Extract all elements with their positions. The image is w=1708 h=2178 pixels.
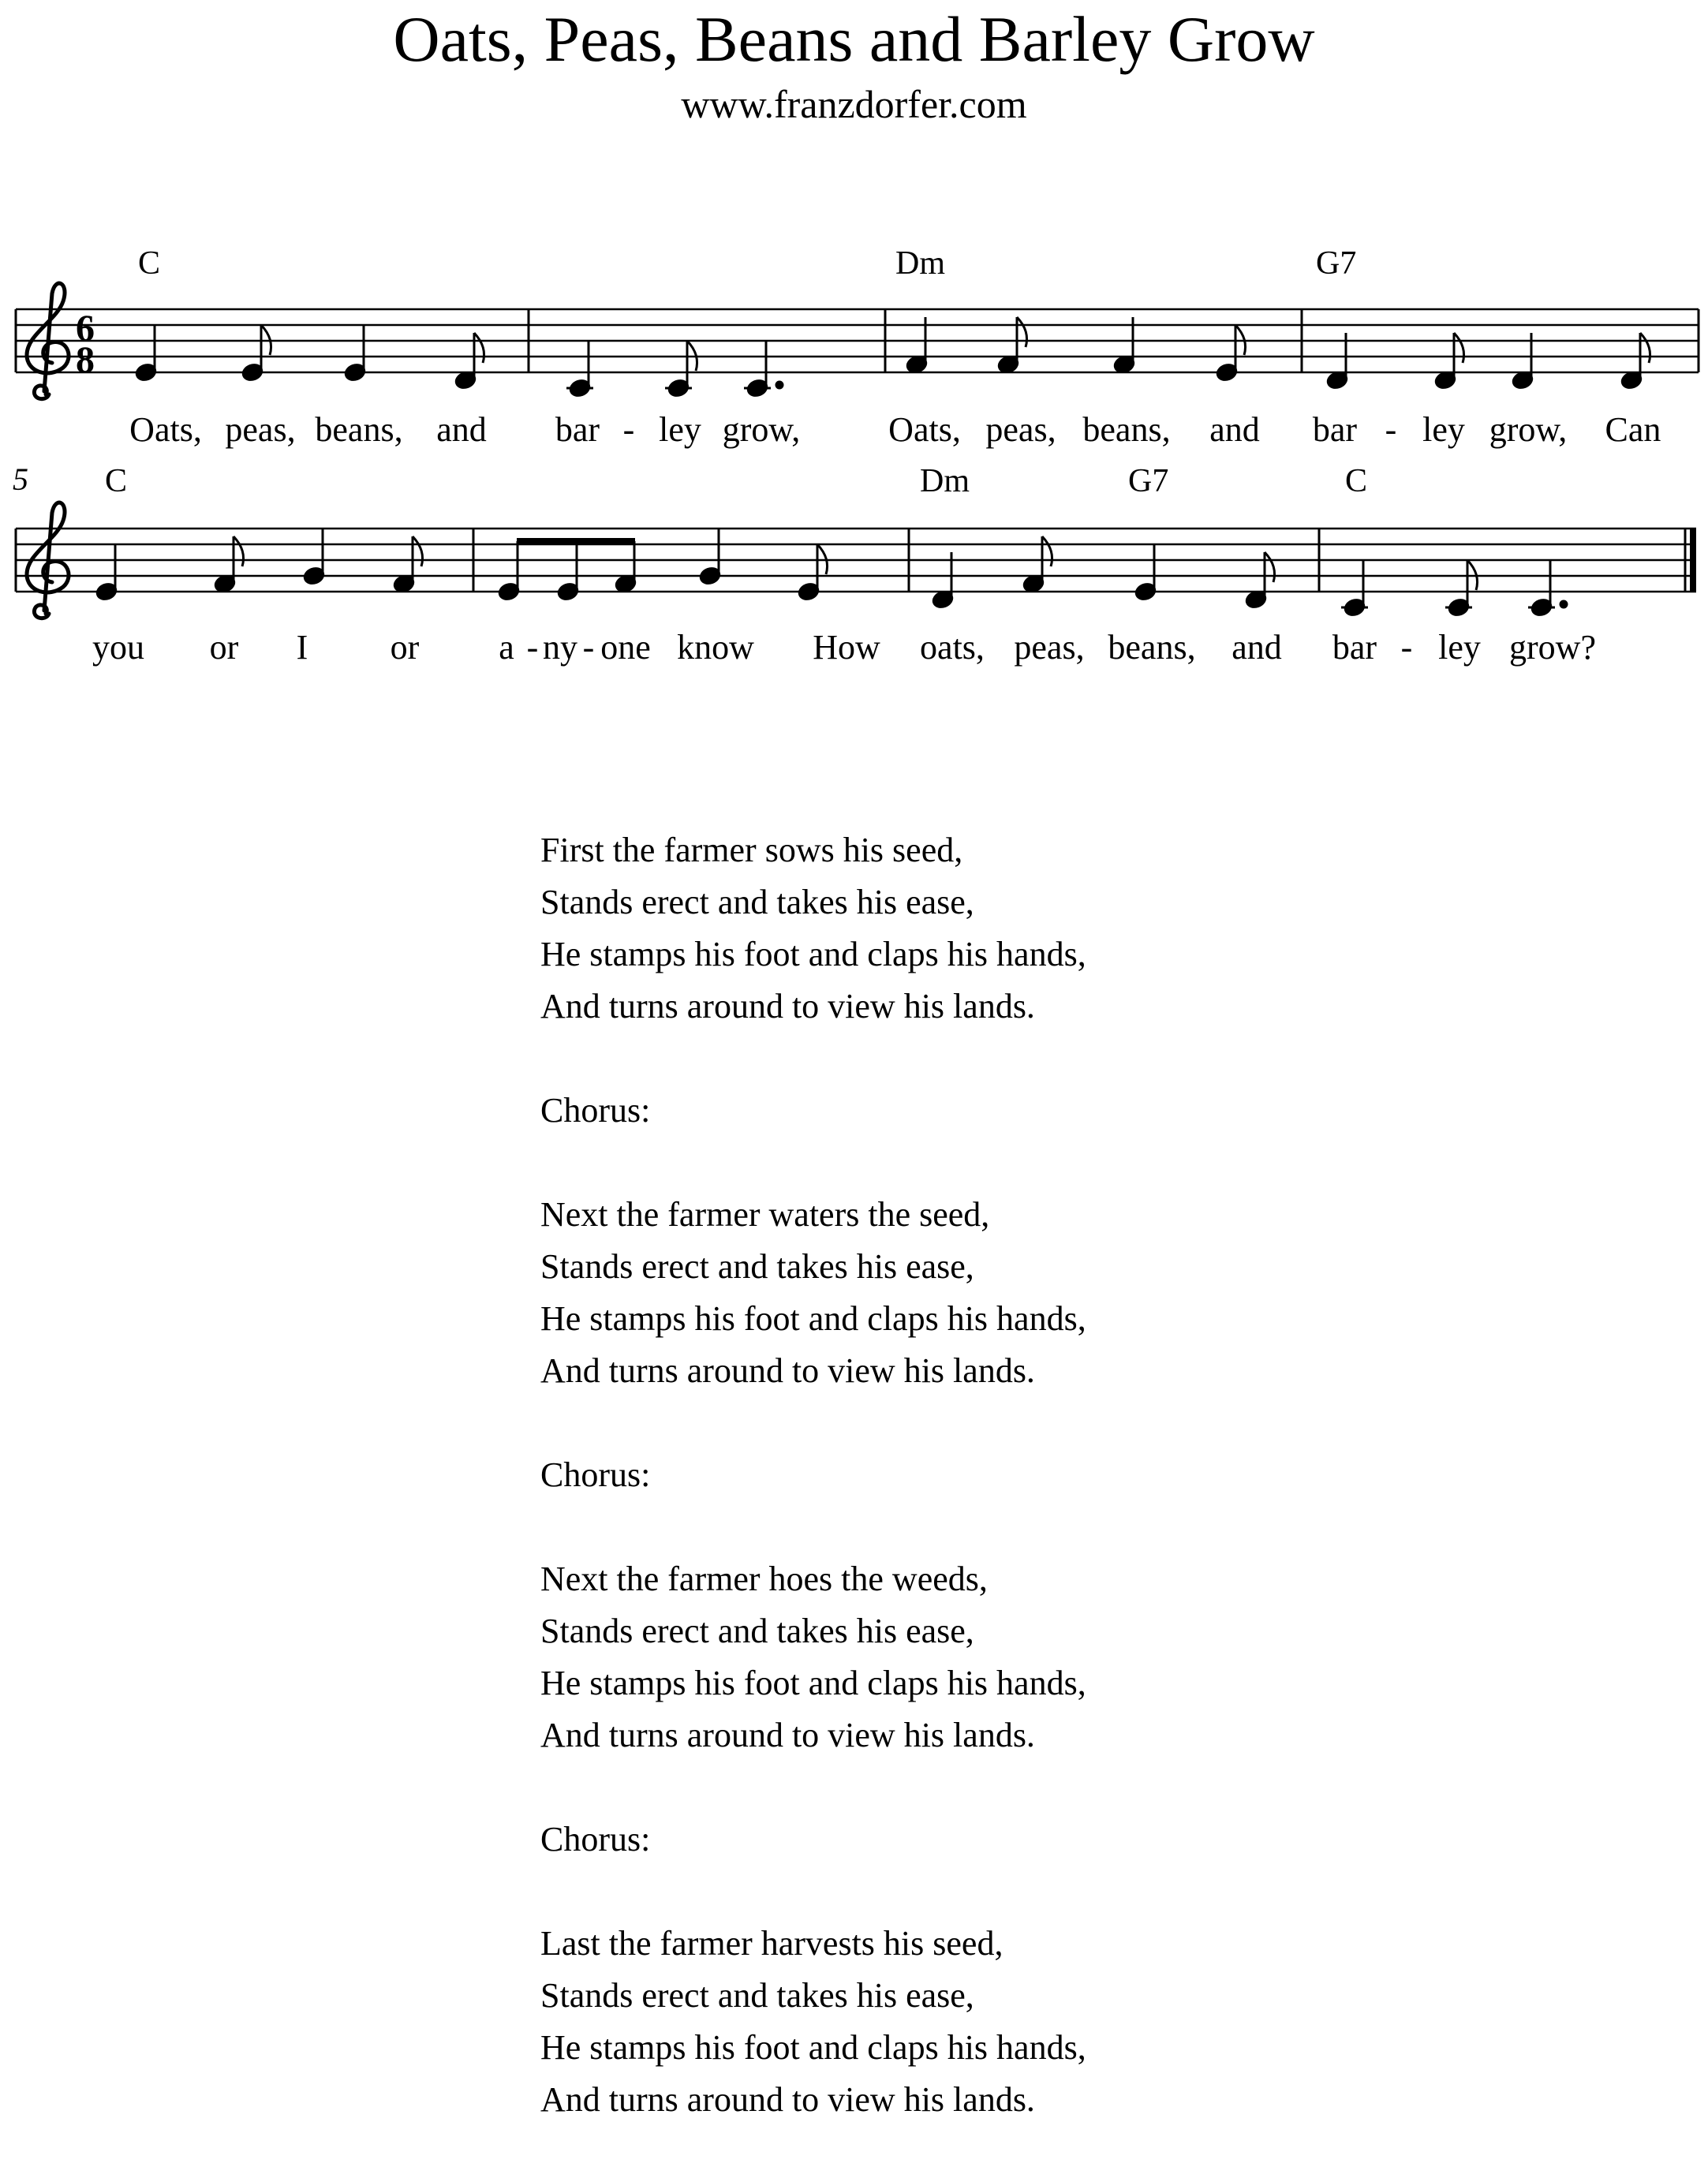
lyric-syllable: grow? — [1509, 628, 1596, 667]
lyric-syllable: or — [390, 628, 420, 667]
verse-1 — [540, 824, 1086, 1033]
verse-line: He stamps his foot and claps his hands, — [540, 935, 1086, 973]
lyric-hyphen: - — [526, 628, 539, 667]
lyric-syllable: one — [600, 628, 651, 667]
lyric-syllable: beans, — [1108, 628, 1196, 667]
verse-line: Stands erect and takes his ease, — [540, 1612, 974, 1650]
lyric-hyphen: - — [582, 628, 595, 667]
lyric-syllable: Can — [1605, 410, 1661, 449]
chord-symbol: G7 — [1128, 463, 1169, 499]
lyric-syllable: and — [436, 410, 487, 449]
chorus-label: Chorus: — [540, 1820, 651, 1859]
chord-symbol: G7 — [1316, 245, 1357, 282]
time-signature-top: 6 — [76, 308, 95, 349]
verse-4 — [540, 1918, 1086, 2126]
lyric-syllable: Oats, — [888, 410, 961, 449]
verse-line: And turns around to view his lands. — [540, 1351, 1035, 1390]
verse-line: He stamps his foot and claps his hands, — [540, 1299, 1086, 1338]
lyric-syllable: bar — [1312, 410, 1358, 449]
chord-symbol: C — [138, 245, 161, 282]
lyric-syllable: How — [813, 628, 880, 667]
chord-symbol: C — [105, 463, 128, 499]
measure-number: 5 — [13, 461, 28, 497]
chorus-label: Chorus: — [540, 1455, 651, 1494]
lyric-syllable: beans, — [315, 410, 403, 449]
verse-line: Next the farmer waters the seed, — [540, 1195, 990, 1234]
verse-line: He stamps his foot and claps his hands, — [540, 2028, 1086, 2067]
lyric-syllable: peas, — [225, 410, 296, 449]
chorus-label: Chorus: — [540, 1091, 651, 1130]
lyric-syllable: bar — [1332, 628, 1377, 667]
lyric-syllable: ny — [543, 628, 577, 667]
lyric-syllable: ley — [1422, 410, 1465, 449]
chord-symbol: Dm — [920, 463, 970, 499]
lyric-syllable: I — [296, 628, 308, 667]
verse-line: Last the farmer harvests his seed, — [540, 1924, 1003, 1963]
lyric-syllable: grow, — [1489, 410, 1568, 449]
lyric-syllable: grow, — [722, 410, 801, 449]
verse-line: He stamps his foot and claps his hands, — [540, 1664, 1086, 1702]
page-title: Oats, Peas, Beans and Barley Grow — [393, 3, 1315, 75]
music-system-2 — [0, 456, 1708, 677]
lyric-syllable: bar — [555, 410, 600, 449]
verse-line: Next the farmer hoes the weeds, — [540, 1560, 988, 1598]
verse-line: First the farmer sows his seed, — [540, 831, 963, 869]
lyric-syllable: you — [92, 628, 144, 667]
chord-symbol: C — [1345, 463, 1368, 499]
verse-text — [540, 824, 1086, 2178]
verse-3 — [540, 1553, 1086, 1761]
lyric-syllable: ley — [659, 410, 701, 449]
lyric-syllable: or — [209, 628, 239, 667]
verse-2 — [540, 1189, 1086, 1397]
verse-line: And turns around to view his lands. — [540, 2080, 1035, 2119]
lyric-syllable: and — [1209, 410, 1260, 449]
verse-line: And turns around to view his lands. — [540, 987, 1035, 1025]
chord-symbol: Dm — [895, 245, 945, 282]
lyric-hyphen: - — [1385, 410, 1397, 449]
music-system-1 — [0, 237, 1708, 458]
lyric-hyphen: - — [1400, 628, 1413, 667]
lyric-syllable: Oats, — [129, 410, 202, 449]
time-signature-bottom: 8 — [76, 339, 95, 381]
lyric-hyphen: - — [622, 410, 635, 449]
lyric-syllable: beans, — [1082, 410, 1171, 449]
lyric-syllable: oats, — [920, 628, 985, 667]
verse-line: Stands erect and takes his ease, — [540, 1976, 974, 2015]
website-url: www.franzdorfer.com — [681, 82, 1027, 126]
verse-line: Stands erect and takes his ease, — [540, 883, 974, 921]
verse-line: Stands erect and takes his ease, — [540, 1247, 974, 1286]
lyric-syllable: peas, — [1014, 628, 1085, 667]
lyric-syllable: a — [499, 628, 514, 667]
lyric-syllable: peas, — [985, 410, 1056, 449]
lyric-syllable: know — [677, 628, 754, 667]
lyric-syllable: ley — [1438, 628, 1481, 667]
verse-line: And turns around to view his lands. — [540, 1716, 1035, 1754]
lyric-syllable: and — [1231, 628, 1282, 667]
